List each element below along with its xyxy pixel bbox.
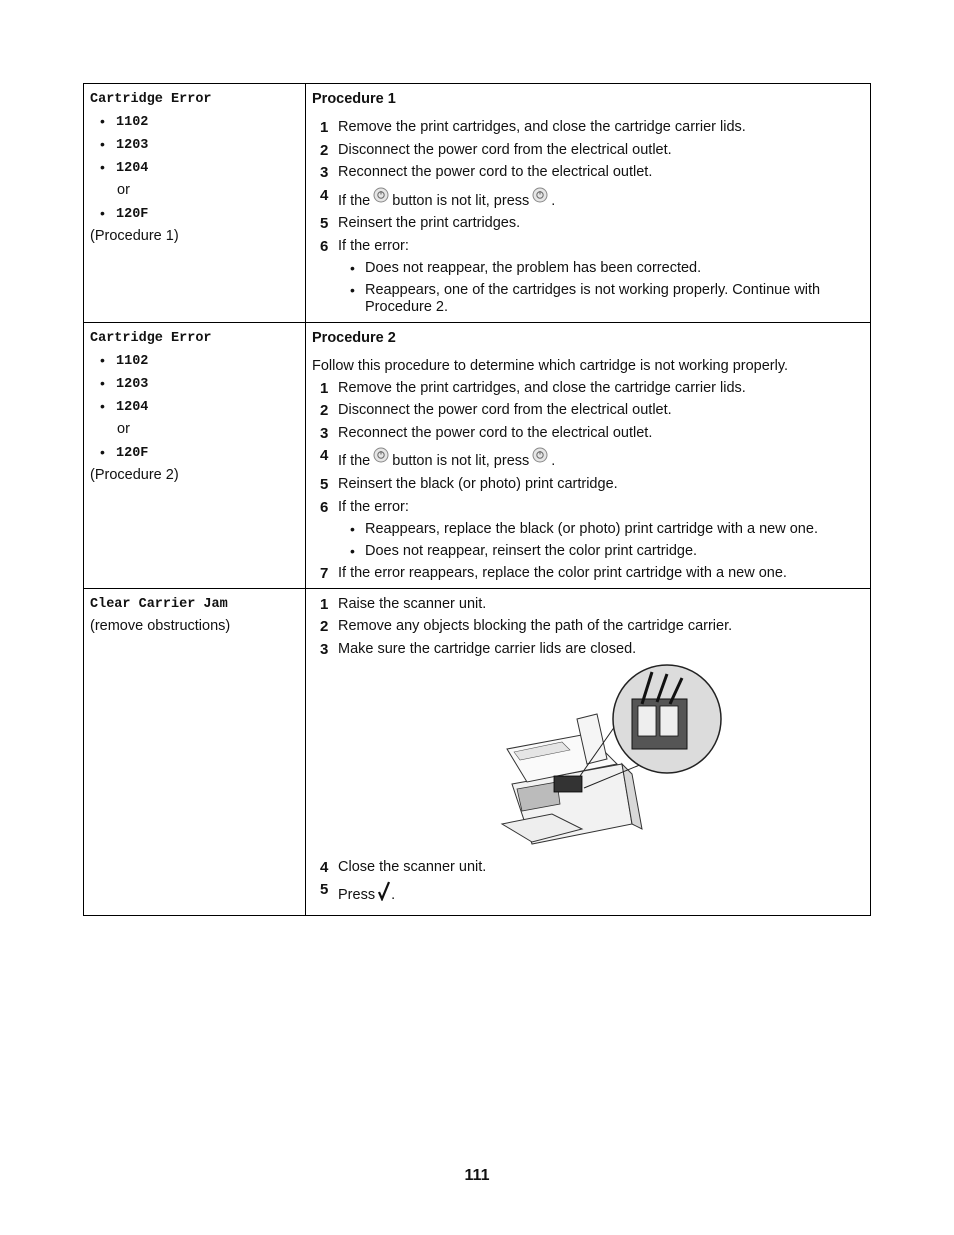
error-cell bbox=[84, 588, 306, 915]
step-text: Reconnect the power cord to the electrical outlet. bbox=[338, 424, 653, 441]
step-number: 4 bbox=[320, 858, 329, 876]
error-subtitle: (remove obstructions) bbox=[90, 617, 231, 634]
step-list bbox=[312, 859, 864, 905]
procedure-reference: (Procedure 2) bbox=[90, 466, 179, 483]
step-item bbox=[312, 238, 864, 316]
solution-cell bbox=[306, 84, 871, 323]
error-code: 1102 bbox=[116, 115, 149, 130]
step-text: Remove the print cartridges, and close the cartridge carrier lids. bbox=[338, 379, 746, 396]
power-button-icon bbox=[373, 187, 389, 203]
step-number: 1 bbox=[320, 119, 329, 136]
step-text: Disconnect the power cord from the electrical outlet. bbox=[338, 402, 672, 419]
step-text: If the bbox=[338, 192, 371, 209]
bullet: • bbox=[100, 351, 105, 368]
step-text: Close the scanner unit. bbox=[338, 858, 487, 875]
error-code: 120F bbox=[116, 445, 149, 461]
bullet-text: Does not reappear, the problem has been corrected. bbox=[365, 259, 702, 276]
step-number: 4 bbox=[320, 186, 329, 204]
procedure-reference: (Procedure 1) bbox=[90, 228, 179, 244]
printer-carrier-illustration-image bbox=[492, 664, 732, 854]
error-code: 1203 bbox=[116, 376, 149, 392]
error-name: Cartridge Error bbox=[90, 330, 212, 346]
step-text: . bbox=[551, 192, 556, 209]
step-text: . bbox=[551, 453, 556, 470]
step-item bbox=[312, 119, 864, 136]
step-item bbox=[312, 641, 864, 658]
bullet: • bbox=[350, 259, 355, 276]
step-number: 3 bbox=[320, 164, 329, 182]
bullet: • bbox=[350, 281, 355, 298]
or-text: or bbox=[117, 182, 130, 198]
step-item bbox=[312, 164, 864, 181]
bullet-text: Reappears, one of the cartridges is not working properly. Continue with Procedure 2. bbox=[365, 281, 821, 315]
checkmark-icon bbox=[378, 881, 390, 901]
error-cell bbox=[84, 84, 306, 323]
step-text: Reinsert the print cartridges. bbox=[338, 215, 521, 232]
step-number: 1 bbox=[320, 379, 329, 397]
page-number: 111 bbox=[464, 1167, 490, 1184]
step-text: If the error: bbox=[338, 237, 409, 254]
step-number: 5 bbox=[320, 215, 329, 233]
error-cell bbox=[84, 322, 306, 588]
step-text: Press bbox=[338, 887, 376, 904]
error-code-item bbox=[90, 398, 299, 421]
error-code: 120F bbox=[116, 207, 149, 222]
error-name: Clear Carrier Jam bbox=[90, 596, 228, 612]
step-item bbox=[312, 499, 864, 560]
error-code: 1204 bbox=[116, 161, 149, 176]
step-number: 4 bbox=[320, 447, 329, 465]
sub-bullet-item bbox=[338, 260, 864, 277]
power-button-icon bbox=[532, 447, 548, 463]
error-code-item bbox=[90, 375, 299, 398]
bullet: • bbox=[100, 159, 105, 175]
step-item bbox=[312, 425, 864, 442]
step-number: 5 bbox=[320, 881, 329, 899]
step-number: 2 bbox=[320, 141, 329, 159]
error-code-item bbox=[90, 136, 299, 159]
step-number: 6 bbox=[320, 498, 329, 516]
step-item bbox=[312, 215, 864, 232]
step-item bbox=[312, 380, 864, 397]
procedure-title: Procedure 1 bbox=[312, 91, 396, 107]
solution-cell bbox=[306, 588, 871, 915]
sub-bullet-list bbox=[338, 260, 864, 316]
step-number: 1 bbox=[320, 595, 329, 613]
printer-illustration bbox=[312, 664, 864, 859]
error-code: 1204 bbox=[116, 399, 149, 415]
bullet: • bbox=[100, 374, 105, 391]
power-button-icon bbox=[373, 447, 389, 463]
bullet: • bbox=[100, 397, 105, 414]
error-code-item bbox=[90, 444, 299, 467]
step-item bbox=[312, 187, 864, 210]
step-item bbox=[312, 476, 864, 493]
step-text: If the bbox=[338, 453, 371, 470]
step-list bbox=[312, 380, 864, 583]
step-text: button is not lit, press bbox=[392, 453, 530, 470]
sub-bullet-item bbox=[338, 282, 864, 316]
bullet: • bbox=[100, 443, 105, 460]
step-item bbox=[312, 447, 864, 470]
error-code: 1102 bbox=[116, 353, 149, 369]
sub-bullet-list bbox=[338, 521, 864, 560]
bullet-text: Does not reappear, reinsert the color print cartridge. bbox=[365, 542, 698, 559]
bullet: • bbox=[100, 136, 105, 152]
error-name: Cartridge Error bbox=[90, 92, 212, 107]
bullet: • bbox=[100, 205, 105, 221]
step-number: 2 bbox=[320, 618, 329, 636]
error-code-list bbox=[90, 205, 299, 228]
power-button-icon bbox=[532, 187, 548, 203]
error-code-list bbox=[90, 444, 299, 467]
error-code-item bbox=[90, 205, 299, 228]
step-text: Raise the scanner unit. bbox=[338, 595, 487, 612]
bullet: • bbox=[350, 542, 355, 559]
step-text: Remove the print cartridges, and close the cartridge carrier lids. bbox=[338, 119, 746, 135]
sub-bullet-item bbox=[338, 521, 864, 538]
step-item bbox=[312, 881, 864, 904]
step-text: If the error reappears, replace the color print cartridge with a new one. bbox=[338, 565, 787, 582]
bullet: • bbox=[100, 113, 105, 129]
step-number: 7 bbox=[320, 565, 329, 583]
step-text: Reconnect the power cord to the electrical outlet. bbox=[338, 164, 653, 181]
error-code-item bbox=[90, 159, 299, 182]
error-code-item bbox=[90, 352, 299, 375]
error-code-list bbox=[90, 113, 299, 182]
error-code: 1203 bbox=[116, 138, 149, 153]
step-text: Remove any objects blocking the path of the cartridge carrier. bbox=[338, 618, 733, 635]
step-number: 2 bbox=[320, 402, 329, 420]
step-number: 6 bbox=[320, 237, 329, 255]
or-text: or bbox=[117, 420, 130, 437]
step-number: 3 bbox=[320, 640, 329, 658]
bullet-text: Reappears, replace the black (or photo) print cartridge with a new one. bbox=[365, 520, 818, 537]
step-item bbox=[312, 565, 864, 582]
procedure-title: Procedure 2 bbox=[312, 329, 396, 346]
step-text: Reinsert the black (or photo) print cartridge. bbox=[338, 475, 618, 492]
step-item bbox=[312, 618, 864, 635]
step-item bbox=[312, 142, 864, 159]
step-text: . bbox=[391, 887, 396, 904]
step-text: Disconnect the power cord from the electrical outlet. bbox=[338, 141, 672, 158]
step-text: Make sure the cartridge carrier lids are closed. bbox=[338, 640, 637, 657]
solution-cell bbox=[306, 322, 871, 588]
bullet: • bbox=[350, 520, 355, 537]
table-row bbox=[84, 322, 871, 588]
troubleshooting-table bbox=[83, 83, 871, 916]
step-item bbox=[312, 402, 864, 419]
procedure-intro: Follow this procedure to determine which cartridge is not working properly. bbox=[312, 357, 789, 374]
step-number: 3 bbox=[320, 424, 329, 442]
sub-bullet-item bbox=[338, 543, 864, 560]
step-list bbox=[312, 119, 864, 316]
table-row bbox=[84, 84, 871, 323]
step-item bbox=[312, 596, 864, 613]
step-list bbox=[312, 596, 864, 658]
step-text: button is not lit, press bbox=[392, 192, 530, 209]
step-number: 5 bbox=[320, 475, 329, 493]
step-text: If the error: bbox=[338, 498, 409, 515]
error-code-list bbox=[90, 352, 299, 421]
error-code-item bbox=[90, 113, 299, 136]
step-item bbox=[312, 859, 864, 876]
table-row bbox=[84, 588, 871, 915]
